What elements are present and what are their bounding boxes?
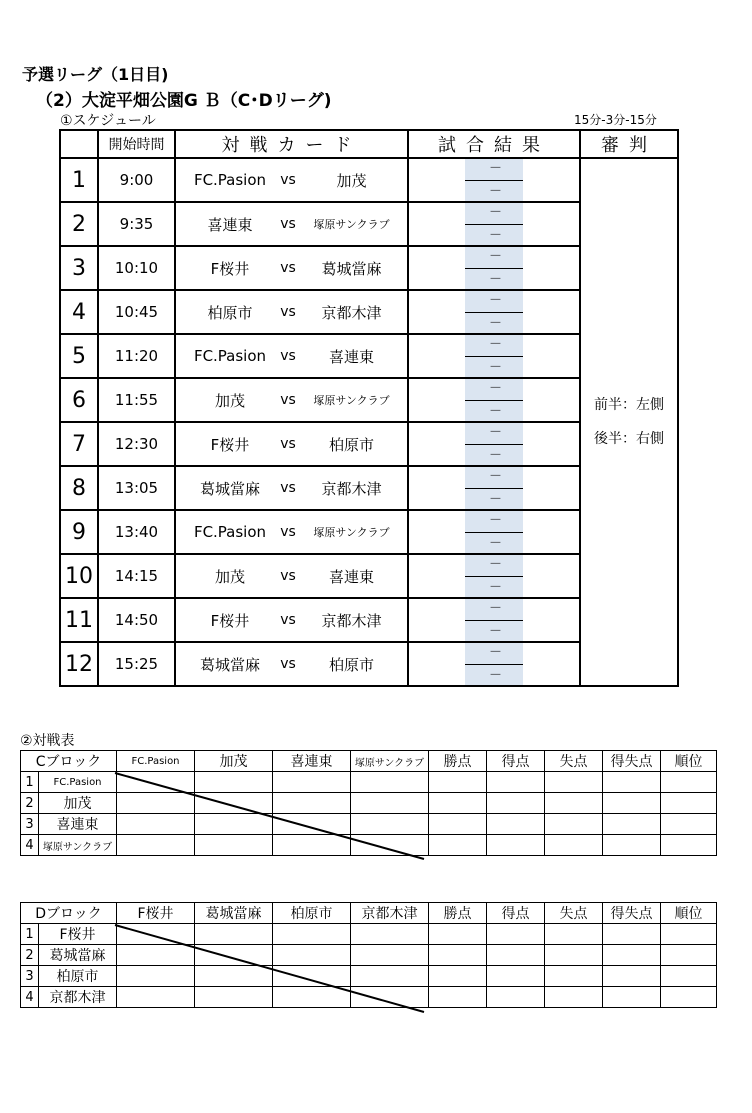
home-team: 加茂 [214, 567, 245, 586]
away-team: 塚原サンクラブ [313, 394, 390, 407]
away-team: 京都木津 [321, 479, 382, 498]
referee-first-half: 前半：左側 [594, 397, 664, 413]
score-first-half: － [489, 293, 503, 308]
score-second-half: － [489, 492, 503, 507]
score-first-half: － [489, 161, 503, 176]
home-team: 喜連東 [207, 215, 253, 234]
stat-header: 得失点 [603, 751, 661, 772]
match-timing: 15分-3分-15分 [574, 113, 657, 127]
stat-header: 順位 [661, 751, 717, 772]
score-first-half: － [489, 645, 503, 660]
block-name: Cブロック [21, 751, 117, 772]
away-team: 京都木津 [321, 611, 382, 630]
match-number: 9 [60, 510, 98, 554]
home-team: 加茂 [214, 391, 245, 410]
match-number: 2 [60, 202, 98, 246]
vs-label: vs [280, 172, 296, 188]
score-first-half: － [489, 469, 503, 484]
vs-label: vs [280, 348, 296, 364]
home-team: FC.Pasion [193, 171, 267, 189]
match-number: 7 [60, 422, 98, 466]
team-index: 2 [21, 793, 39, 814]
home-team: 柏原市 [207, 303, 253, 322]
opponent-header: 喜連東 [273, 751, 351, 772]
team-name: 柏原市 [39, 966, 117, 987]
team-index: 3 [21, 966, 39, 987]
score-second-half: － [489, 184, 503, 199]
score-second-half: － [489, 536, 503, 551]
d-block-diagonal [115, 925, 424, 1012]
opponent-header: 加茂 [195, 751, 273, 772]
opponent-header: FC.Pasion [117, 751, 195, 772]
team-index: 3 [21, 814, 39, 835]
score-second-half: － [489, 360, 503, 375]
match-number: 12 [60, 642, 98, 686]
match-number: 4 [60, 290, 98, 334]
stat-header: 失点 [545, 903, 603, 924]
team-name: F桜井 [39, 924, 117, 945]
start-time: 15:25 [98, 642, 175, 686]
standings-label: ②対戦表 [20, 733, 75, 749]
score-first-half: － [489, 425, 503, 440]
vs-label: vs [280, 656, 296, 672]
stat-header: 失点 [545, 751, 603, 772]
stat-header: 勝点 [429, 903, 487, 924]
page-title: 予選リーグ（1日目) [22, 65, 169, 84]
away-team: 柏原市 [328, 655, 374, 674]
home-team: FC.Pasion [193, 347, 267, 365]
away-team: 柏原市 [328, 435, 374, 454]
team-index: 4 [21, 987, 39, 1008]
vs-label: vs [280, 392, 296, 408]
start-time: 10:45 [98, 290, 175, 334]
start-time: 12:30 [98, 422, 175, 466]
header-start-time: 開始時間 [98, 130, 175, 158]
score-first-half: － [489, 205, 503, 220]
team-name: 加茂 [39, 793, 117, 814]
match-number: 5 [60, 334, 98, 378]
score-first-half: － [489, 557, 503, 572]
away-team: 喜連東 [328, 347, 374, 366]
block-name: Dブロック [21, 903, 117, 924]
team-name: 葛城當麻 [39, 945, 117, 966]
score-second-half: － [489, 228, 503, 243]
venue-title: （2）大淀平畑公園G Ｂ（C･Dリーグ) [36, 91, 332, 111]
score-first-half: － [489, 249, 503, 264]
home-team: 葛城當麻 [199, 479, 260, 498]
team-index: 4 [21, 835, 39, 856]
score-first-half: － [489, 381, 503, 396]
home-team: F桜井 [210, 435, 250, 454]
score-second-half: － [489, 404, 503, 419]
vs-label: vs [280, 260, 296, 276]
vs-label: vs [280, 568, 296, 584]
start-time: 10:10 [98, 246, 175, 290]
c-block-diagonal [115, 773, 424, 859]
start-time: 9:35 [98, 202, 175, 246]
start-time: 11:55 [98, 378, 175, 422]
stat-header: 得点 [487, 751, 545, 772]
score-first-half: － [489, 601, 503, 616]
score-second-half: － [489, 448, 503, 463]
start-time: 11:20 [98, 334, 175, 378]
start-time: 13:05 [98, 466, 175, 510]
team-name: 喜連東 [39, 814, 117, 835]
opponent-header: 京都木津 [351, 903, 429, 924]
match-number: 10 [60, 554, 98, 598]
start-time: 13:40 [98, 510, 175, 554]
away-team: 京都木津 [321, 303, 382, 322]
score-second-half: － [489, 580, 503, 595]
match-number: 3 [60, 246, 98, 290]
score-second-half: － [489, 316, 503, 331]
home-team: 葛城當麻 [199, 655, 260, 674]
header-result: 試合結果 [408, 130, 580, 158]
team-name: FC.Pasion [39, 772, 117, 793]
away-team: 加茂 [336, 171, 367, 190]
away-team: 塚原サンクラブ [313, 218, 390, 231]
match-number: 6 [60, 378, 98, 422]
team-name: 塚原サンクラブ [39, 835, 117, 856]
opponent-header: F桜井 [117, 903, 195, 924]
schedule-label: ①スケジュール [60, 113, 156, 129]
away-team: 葛城當麻 [321, 259, 382, 278]
away-team: 塚原サンクラブ [313, 526, 390, 539]
opponent-header: 柏原市 [273, 903, 351, 924]
start-time: 14:50 [98, 598, 175, 642]
vs-label: vs [280, 524, 296, 540]
team-index: 1 [21, 924, 39, 945]
stat-header: 順位 [661, 903, 717, 924]
team-name: 京都木津 [39, 987, 117, 1008]
home-team: F桜井 [210, 611, 250, 630]
vs-label: vs [280, 304, 296, 320]
score-second-half: － [489, 624, 503, 639]
away-team: 喜連東 [328, 567, 374, 586]
header-match: 対戦カード [175, 130, 408, 158]
home-team: FC.Pasion [193, 523, 267, 541]
opponent-header: 塚原サンクラブ [351, 751, 429, 772]
home-team: F桜井 [210, 259, 250, 278]
score-first-half: － [489, 513, 503, 528]
referee-second-half: 後半：右側 [594, 431, 664, 447]
team-index: 2 [21, 945, 39, 966]
score-second-half: － [489, 272, 503, 287]
vs-label: vs [280, 480, 296, 496]
header-referee: 審判 [580, 130, 678, 158]
stat-header: 得失点 [603, 903, 661, 924]
score-second-half: － [489, 668, 503, 683]
vs-label: vs [280, 216, 296, 232]
start-time: 9:00 [98, 158, 175, 202]
vs-label: vs [280, 612, 296, 628]
match-number: 1 [60, 158, 98, 202]
opponent-header: 葛城當麻 [195, 903, 273, 924]
stat-header: 得点 [487, 903, 545, 924]
stat-header: 勝点 [429, 751, 487, 772]
start-time: 14:15 [98, 554, 175, 598]
match-number: 11 [60, 598, 98, 642]
vs-label: vs [280, 436, 296, 452]
score-first-half: － [489, 337, 503, 352]
team-index: 1 [21, 772, 39, 793]
match-number: 8 [60, 466, 98, 510]
